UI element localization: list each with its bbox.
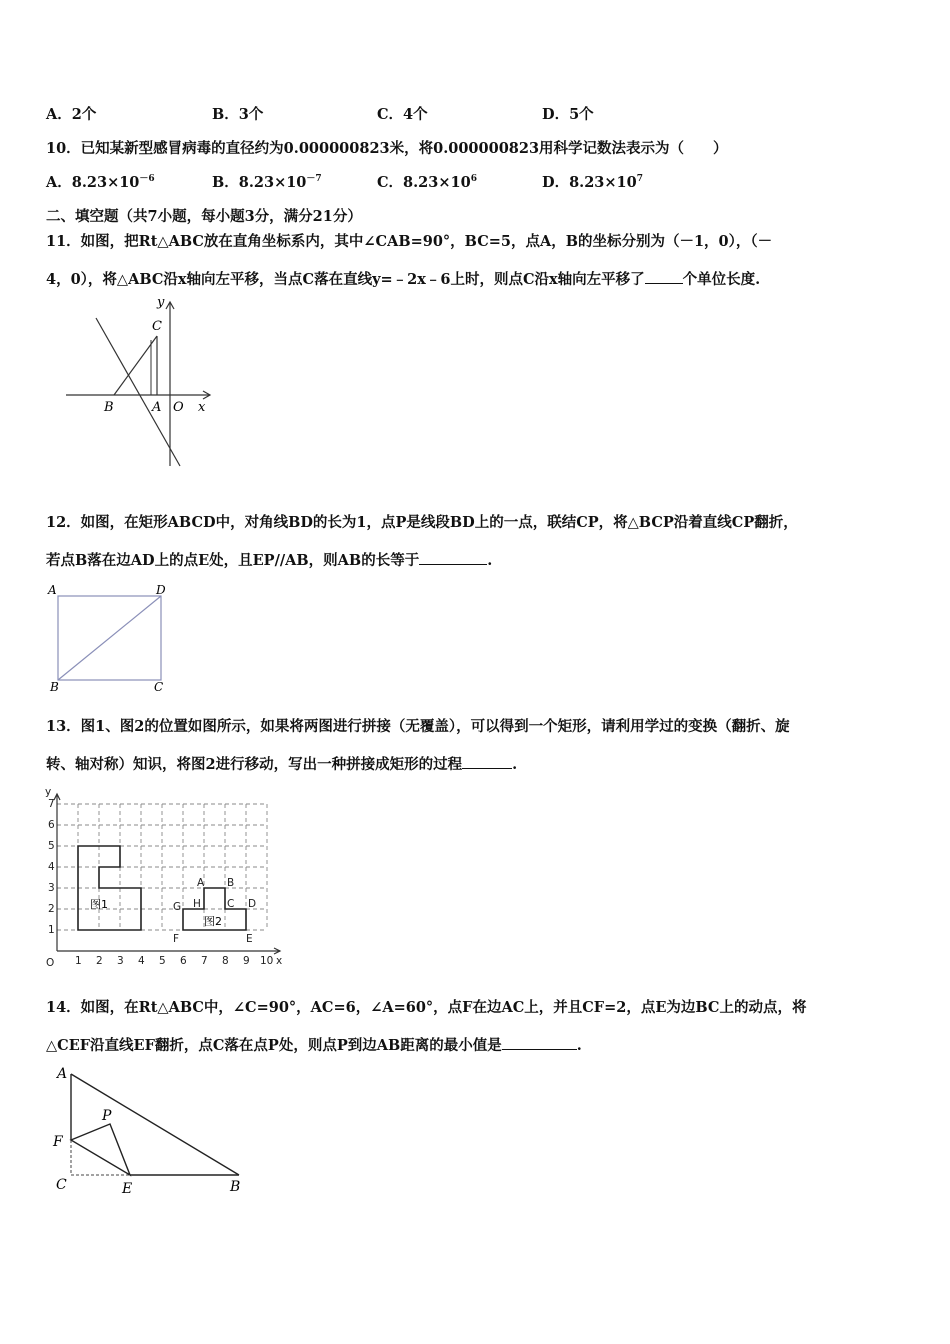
- origin-label: O: [173, 400, 184, 415]
- y-axis-label: y: [157, 295, 165, 310]
- x-tick: 5: [159, 955, 166, 967]
- q12-figure: [46, 582, 176, 697]
- answer-blank: [462, 756, 512, 769]
- y-tick: 7: [48, 798, 55, 810]
- point-c-label: C: [56, 1177, 67, 1193]
- q13-line1: 13．图1、图2的位置如图所示，如果将两图进行拼接（无覆盖），可以得到一个矩形，请利用学过的变换（翻折、旋: [46, 718, 790, 735]
- rect-label-a: A: [48, 583, 57, 597]
- q9-option-b: B．3个: [212, 106, 264, 123]
- rect-label-c: C: [154, 680, 164, 694]
- q10-option-d: D．$8.23\times 10^7$: [542, 174, 643, 191]
- answer-blank: [502, 1037, 577, 1050]
- q10-stem: 10．已知某新型感冒病毒的直径约为0.000000823米，将0.000000823用科学记数法表示为（ ）: [46, 140, 728, 157]
- q9-option-d: D．5个: [542, 106, 594, 123]
- x-tick: 9: [243, 955, 250, 967]
- y-tick: 3: [48, 882, 55, 894]
- q13-line2: 转、轴对称）知识，将图2进行移动，写出一种拼接成矩形的过程 .: [46, 756, 518, 773]
- q14-line1: 14．如图，在Rt△ABC中，∠C=90°，AC=6，∠A=60°，点F在边AC上，并且CF=2，点E为边BC上的动点，将: [46, 999, 807, 1016]
- q11-line1: 11．如图，把Rt△ABC放在直角坐标系内，其中∠CAB=90°，BC=5，点A，B的坐标分别为（－1，0），（－: [46, 233, 773, 250]
- point-p-label: P: [102, 1108, 112, 1124]
- y-tick: 6: [48, 819, 55, 831]
- q9-option-c: C．4个: [377, 106, 428, 123]
- answer-blank: [645, 271, 683, 284]
- rect-label-b: B: [50, 680, 59, 694]
- point-e-label: E: [246, 933, 253, 945]
- x-tick: 1: [75, 955, 82, 967]
- x-tick: 2: [96, 955, 103, 967]
- y-tick: 5: [48, 840, 55, 852]
- q9-option-a: A．2个: [46, 106, 97, 123]
- q11-line2: 4，0），将△ABC沿x轴向左平移，当点C落在直线y=﹣2x﹣6上时，则点C沿x轴向左平移了 个单位长度.: [46, 271, 761, 288]
- point-c-label: C: [227, 898, 235, 910]
- y-tick: 4: [48, 861, 55, 873]
- q14-line2: △CEF沿直线EF翻折，点C落在点P处，则点P到边AB距离的最小值是 .: [46, 1037, 582, 1054]
- x-tick: 10: [260, 955, 274, 967]
- x-tick: 8: [222, 955, 229, 967]
- q13-figure: [42, 782, 288, 970]
- answer-blank: [419, 552, 487, 565]
- y-tick: 2: [48, 903, 55, 915]
- x-axis-label: x: [276, 955, 283, 967]
- shape2-label: 图2: [204, 915, 222, 928]
- q12-line1: 12．如图，在矩形ABCD中，对角线BD的长为1，点P是线段BD上的一点，联结CP，将△BCP沿着直线CP翻折，: [46, 514, 798, 531]
- x-axis-label: x: [198, 400, 206, 415]
- q12-line2: 若点B落在边AD上的点E处，且EP//AB，则AB的长等于 .: [46, 552, 493, 569]
- point-a-label: A: [197, 877, 205, 889]
- point-h-label: H: [193, 898, 201, 910]
- point-d-label: D: [248, 898, 257, 910]
- point-g-label: G: [173, 901, 182, 913]
- q11-figure: [60, 292, 220, 472]
- point-a-label: A: [57, 1066, 68, 1082]
- point-c-label: C: [152, 319, 162, 334]
- shape1-label: 图1: [90, 898, 108, 911]
- q10-option-c: C．$8.23\times 10^6$: [377, 174, 477, 191]
- q10-option-b: B．$8.23\times 10^{-7}$: [212, 174, 322, 191]
- point-a-label: A: [152, 400, 162, 415]
- y-axis-label: y: [45, 786, 52, 798]
- x-tick: 3: [117, 955, 124, 967]
- point-b-label: B: [230, 1179, 241, 1195]
- point-e-label: E: [122, 1181, 133, 1197]
- x-tick: 7: [201, 955, 208, 967]
- x-tick: 4: [138, 955, 145, 967]
- point-f-label: F: [173, 933, 180, 945]
- section-heading: 二、填空题（共7小题，每小题3分，满分21分）: [46, 208, 362, 225]
- point-b-label: B: [227, 877, 235, 889]
- rect-label-d: D: [156, 583, 166, 597]
- origin-label: O: [46, 957, 55, 969]
- x-tick: 6: [180, 955, 187, 967]
- point-f-label: F: [53, 1134, 63, 1150]
- q10-option-a: A．$8.23\times 10^{-6}$: [46, 174, 155, 191]
- q14-figure: [46, 1062, 256, 1202]
- point-b-label: B: [104, 400, 114, 415]
- y-tick: 1: [48, 924, 55, 936]
